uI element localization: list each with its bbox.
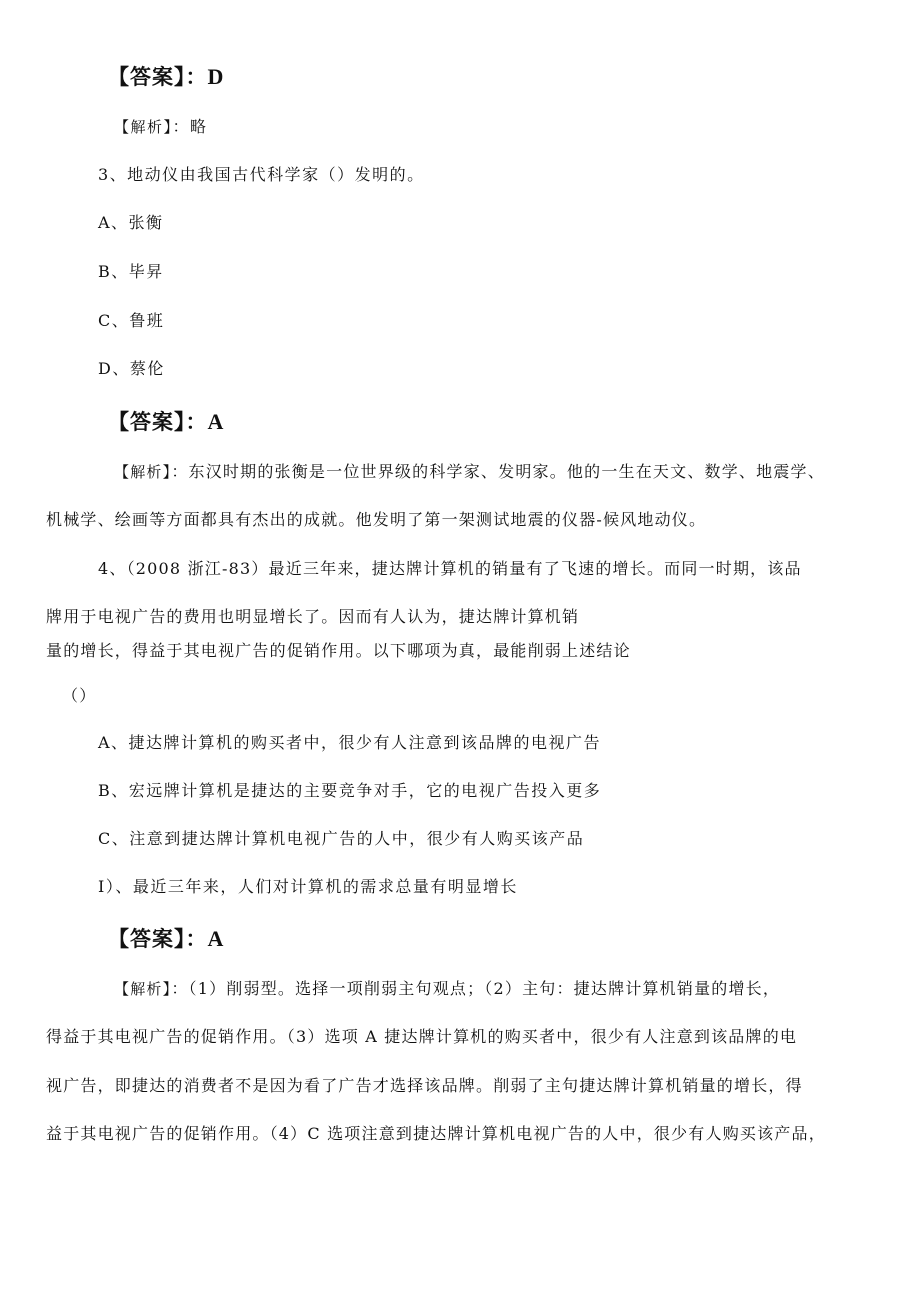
answer-label: 【答案】 — [108, 927, 186, 951]
q2-answer-line — [108, 64, 224, 90]
q4-option-b: B、宏远牌计算机是捷达的主要竞争对手，它的电视广告投入更多 — [98, 781, 602, 800]
q3-option-a: A、张衡 — [98, 213, 164, 232]
answer-value: D — [207, 64, 225, 89]
q3-stem: 3、地动仪由我国古代科学家（）发明的。 — [98, 165, 425, 184]
answer-separator: ： — [185, 65, 208, 89]
q3-answer-line — [108, 409, 224, 435]
analysis-text: ：（1）削弱型。选择一项削弱主句观点；（2）主句：捷达牌计算机销量的增长， — [171, 979, 781, 998]
answer-separator: ： — [185, 410, 208, 434]
answer-value: A — [207, 409, 225, 434]
q4-analysis-line-1 — [114, 979, 780, 999]
analysis-text: ：略 — [172, 117, 208, 136]
analysis-text: ：东汉时期的张衡是一位世界级的科学家、发明家。他的一生在天文、数学、地震学、 — [171, 462, 825, 481]
q4-option-a: A、捷达牌计算机的购买者中，很少有人注意到该品牌的电视广告 — [98, 733, 602, 752]
q4-option-d: I）、最近三年来，人们对计算机的需求总量有明显增长 — [98, 877, 518, 896]
q3-option-d: D、蔡伦 — [98, 359, 165, 378]
q2-analysis-line — [114, 117, 208, 137]
q4-analysis-line-2: 得益于其电视广告的促销作用。（3）选项 A 捷达牌计算机的购买者中，很少有人注意到该品牌的电 — [46, 1027, 798, 1046]
answer-label: 【答案】 — [108, 410, 186, 434]
q4-stem-line-1: 4、（2008 浙江-83）最近三年来，捷达牌计算机的销量有了飞速的增长。而同一时期，该品 — [98, 559, 802, 578]
q4-analysis-line-4: 益于其电视广告的促销作用。（4）C 选项注意到捷达牌计算机电视广告的人中，很少有人购买该产品， — [46, 1124, 826, 1143]
q4-analysis-line-3: 视广告，即捷达的消费者不是因为看了广告才选择该品牌。削弱了主句捷达牌计算机销量的增长，得 — [46, 1076, 803, 1095]
q3-option-c: C、鲁班 — [98, 311, 165, 330]
analysis-label: 【解析】 — [114, 118, 173, 136]
q3-analysis-line-2: 机械学、绘画等方面都具有杰出的成就。他发明了第一架测试地震的仪器-候风地动仪。 — [46, 510, 707, 529]
analysis-label: 【解析】 — [114, 463, 172, 481]
answer-separator: ： — [185, 927, 208, 951]
analysis-label: 【解析】 — [114, 980, 172, 998]
q4-answer-line — [108, 926, 224, 952]
answer-label: 【答案】 — [108, 65, 186, 89]
answer-value: A — [207, 926, 225, 951]
q3-analysis-line-1 — [114, 462, 825, 482]
q4-option-c: C、注意到捷达牌计算机电视广告的人中，很少有人购买该产品 — [98, 829, 585, 848]
q4-stem-line-3: 量的增长，得益于其电视广告的促销作用。以下哪项为真，最能削弱上述结论 — [46, 641, 631, 660]
q4-stem-line-4: （） — [62, 686, 97, 705]
q4-stem-line-2: 牌用于电视广告的费用也明显增长了。因而有人认为，捷达牌计算机销 — [46, 607, 580, 626]
q3-option-b: B、毕昇 — [98, 262, 164, 281]
